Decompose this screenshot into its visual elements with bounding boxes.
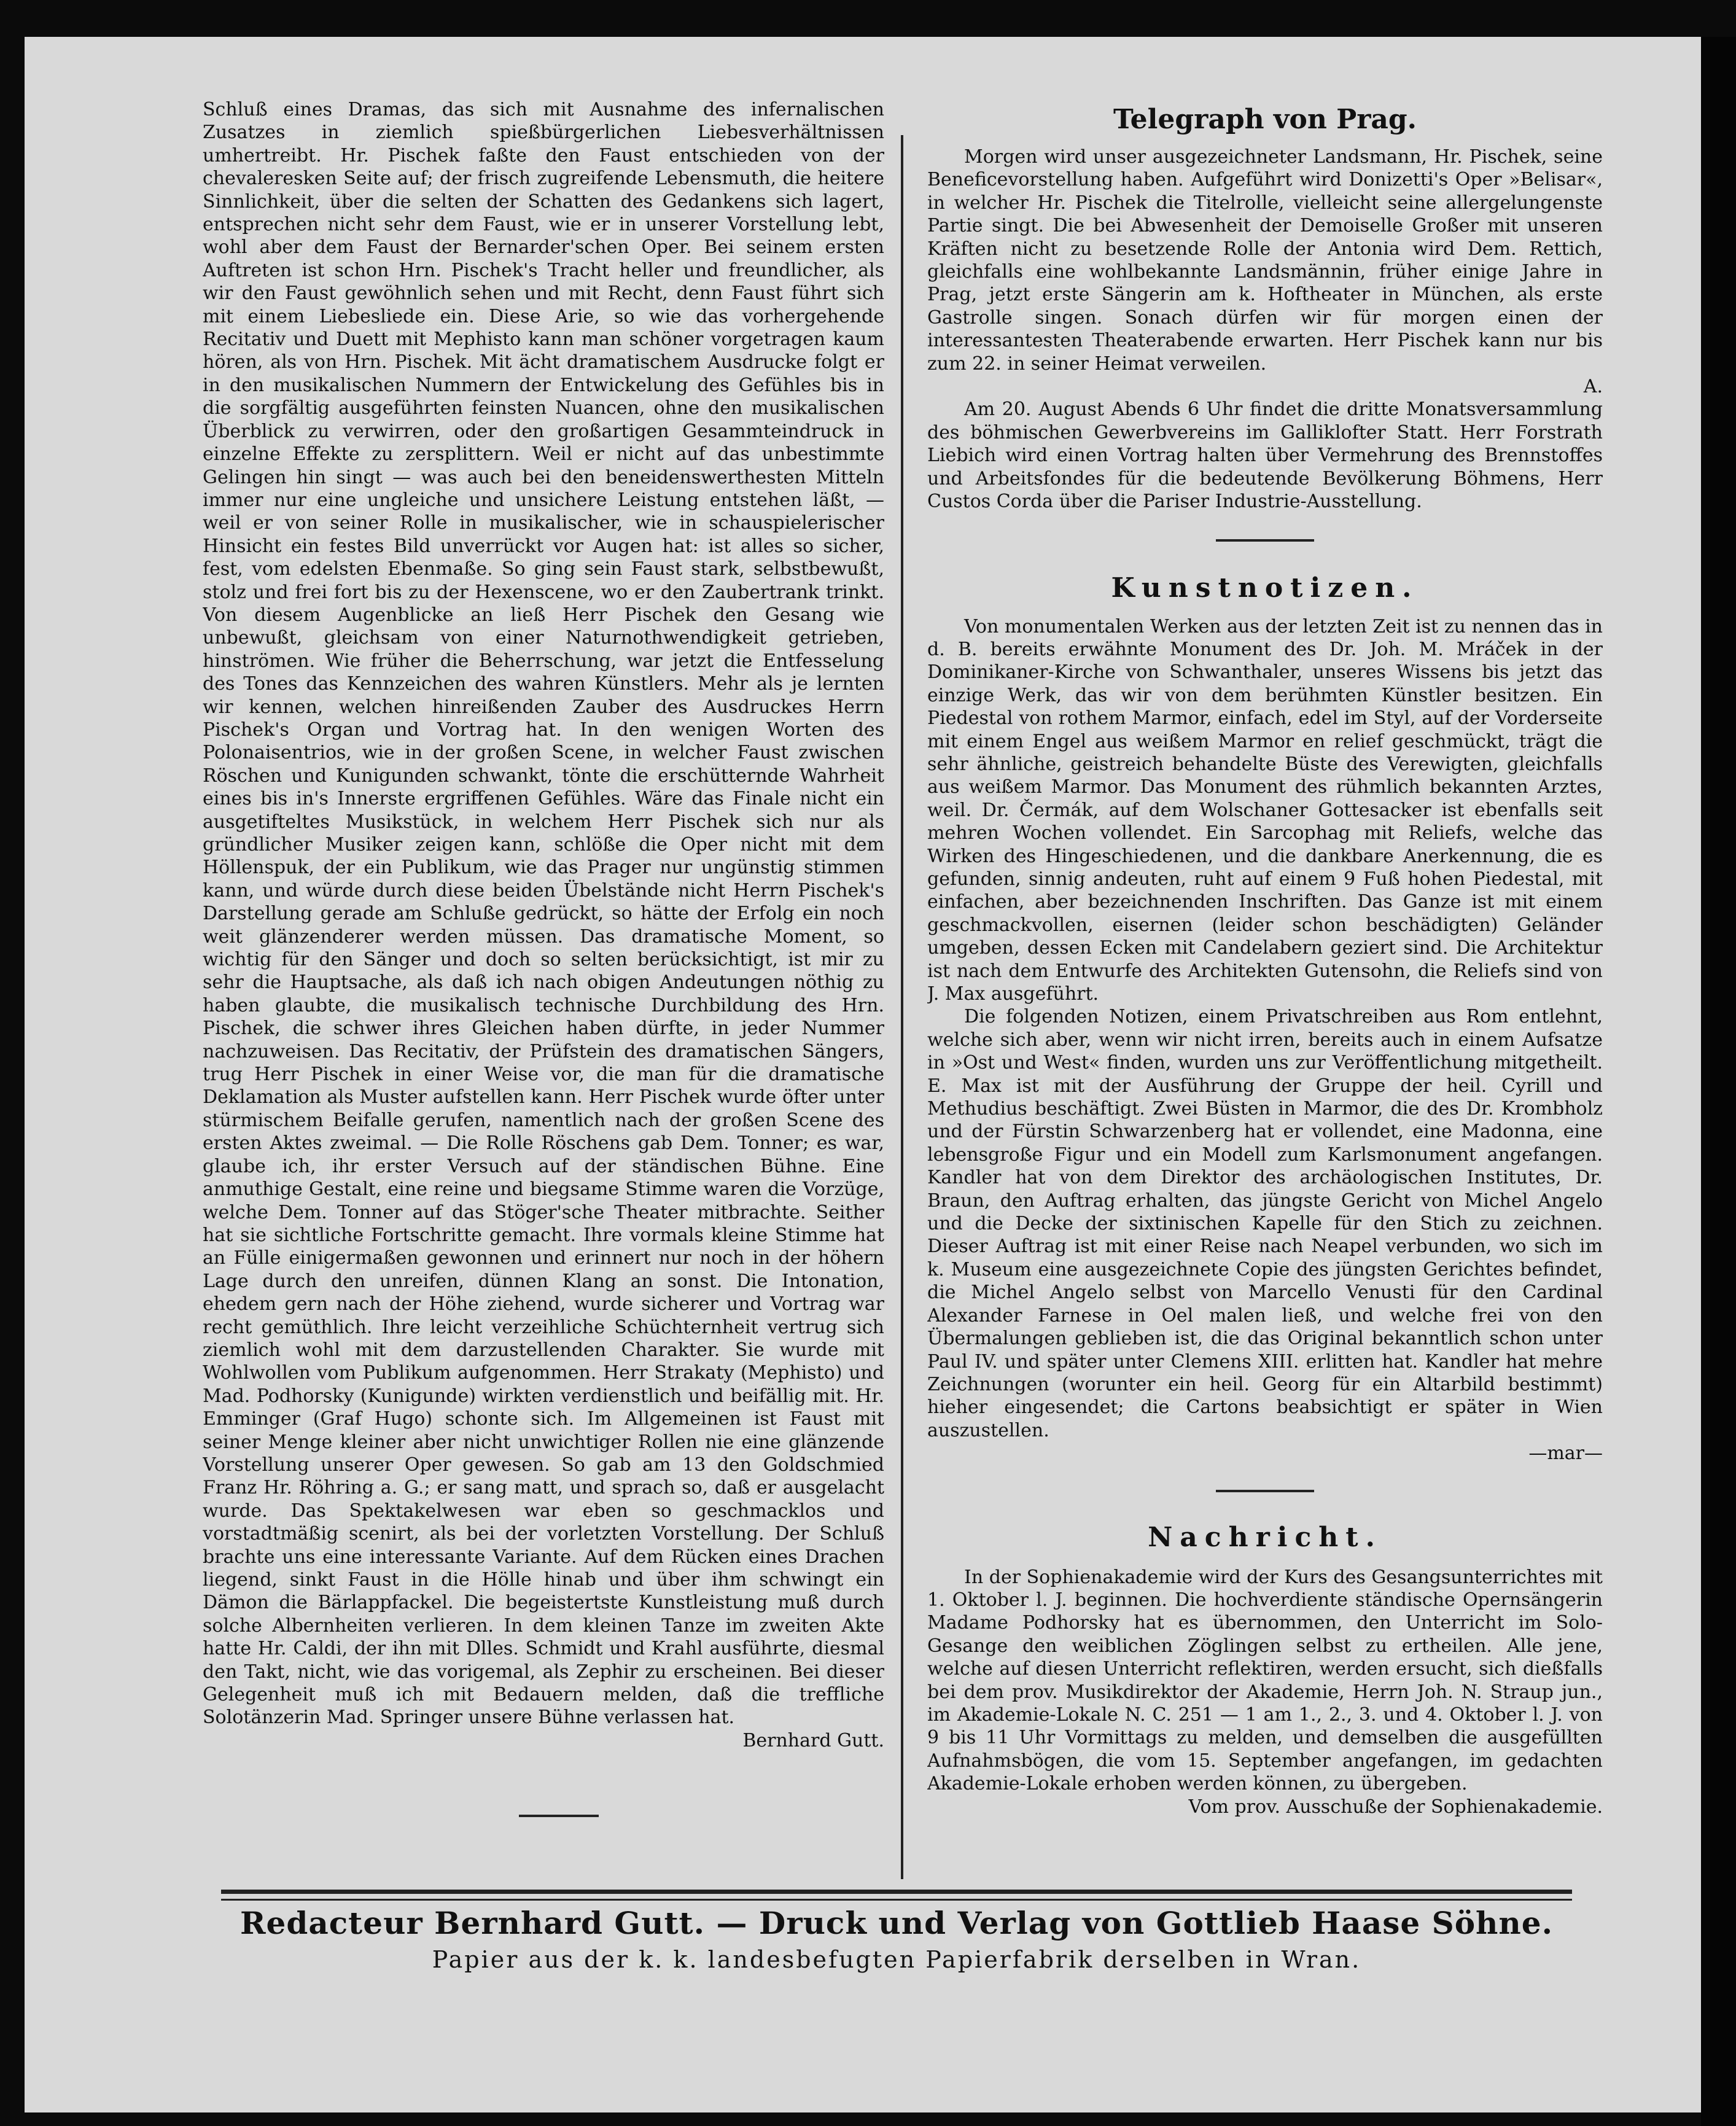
section-paragraph: Von monumentalen Werken aus der letzten Zeit ist zu nennen das in d. B. bereits erwähnte Monument des Dr. Joh. M. Mráček in der Dominikaner-Kirche von Schwanthaler, unseres Wissens bis jetzt das einzige Werk, das wir von dem berühmten Künstler besitzen. Ein Piedestal von rothem Marmor, einfach, edel im Styl, auf der Vorderseite mit einem Engel aus weißem Marmor en relief geschmückt, trägt die sehr ähnliche, geistreich behandelte Büste des Verewigten, gleichfalls aus weißem Marmor. Das Monument des rühmlich bekannten Arztes, weil. Dr. Čermák, auf dem Wolschaner Gottesacker ist ebenfalls seit mehren Wochen vollendet. Ein Sarcophag mit Reliefs, welche das Wirken des Hingeschiedenen, und die dankbare Anerkennung, die es gefunden, sinnig andeuten, ruht auf einem 9 Fuß hohen Piedestal, mit einfachen, aber bezeichnenden Inschriften. Das Ganze ist mit einem geschmackvollen, eisernen (leider schon beschädigten) Geländer umgeben, dessen Ecken mit Candelabern geziert sind. Die Architektur ist nach dem Entwurfe des Architekten Gutensohn, die Reliefs sind von J. Max ausgeführt.	[927, 615, 1603, 1005]
section-paragraph: Die folgenden Notizen, einem Privatschreiben aus Rom entlehnt, welche sich aber, wenn wir nicht irren, bereits auch in einem Aufsatze in »Ost und West« finden, wurden uns zur Veröffentlichung mitgetheilt. E. Max ist mit der Ausführung der Gruppe der heil. Cyrill und Methudius beschäftigt. Zwei Büsten in Marmor, die des Dr. Krombholz und der Fürstin Schwarzenberg hat er vollendet, eine Madonna, eine lebensgroße Figur und ein Modell zum Karlsmonument angefangen. Kandler hat von dem Direktor des archäologischen Institutes, Dr. Braun, den Auftrag erhalten, das jüngste Gericht von Michel Angelo und die Decke der sixtinischen Kapelle für den Stich zu zeichnen. Dieser Auftrag ist mit einer Reise nach Neapel verbunden, wo sich im k. Museum eine ausgezeichnete Copie des jüngsten Gerichtes befindet, die Michel Angelo selbst von Marcello Venusti für den Cardinal Alexander Farnese in Oel malen ließ, und welche frei von den Übermalungen geblieben ist, die das Original bekanntlich schon unter Paul IV. und später unter Clemens XIII. erlitten hat. Kandler hat mehre Zeichnungen (worunter ein heil. Georg für ein Altarbild bestimmt) hieher eingesendet; die Cartons beabsichtigt er später in Wien auszustellen.	[927, 1006, 1603, 1441]
left-column-end-rule	[519, 1815, 599, 1817]
left-signature: Bernhard Gutt.	[742, 1729, 884, 1751]
section-heading: Kunstnotizen.	[1111, 572, 1419, 604]
imprint-footer	[221, 1904, 1572, 1990]
scan-border	[1701, 37, 1736, 2126]
column-divider	[901, 135, 903, 1879]
section-signature: —mar—	[1528, 1443, 1603, 1465]
right-column	[927, 101, 1603, 1858]
section-nachricht	[927, 1519, 1603, 1818]
footer-rule-thick	[221, 1890, 1572, 1894]
footer-rule-thin	[221, 1899, 1572, 1901]
section-paragraph: Morgen wird unser ausgezeichneter Landsmann, Hr. Pischek, seine Beneficevorstellung haben. Aufgeführt wird Donizetti's Oper »Belisar«, in welcher Hr. Pischek die Titelrolle, vielleicht seine allergelungenste Partie singt. Die bei Abwesenheit der Demoiselle Großer mit unseren Kräften nicht zu besetzende Rolle der Antonia wird Dem. Rettich, gleichfalls eine wohlbekannte Landsmännin, früher einige Jahre in Prag, jetzt erste Sängerin am k. Hoftheater in München, als erste Gastrolle singen. Sonach dürfen wir für morgen einen der interessantesten Theaterabende erwarten. Herr Pischek kann nur bis zum 22. in seiner Heimat verweilen.	[927, 146, 1603, 375]
section-signature: Vom prov. Ausschuße der Sophienakademie.	[1188, 1796, 1603, 1818]
left-column	[203, 98, 884, 1824]
section-signature: A.	[1583, 376, 1603, 398]
section-divider-rule	[1216, 1490, 1314, 1492]
section-divider-rule	[1216, 539, 1314, 542]
section-paragraph: In der Sophienakademie wird der Kurs des Gesangsunterrichtes mit 1. Oktober l. J. beginnen. Die hochverdiente ständische Opernsängerin Madame Podhorsky hat es übernommen, den Unterricht im Solo-Gesange den weiblichen Zöglingen selbst zu ertheilen. Alle jene, welche auf diesen Unterricht reflektiren, werden ersucht, sich dießfalls bei dem prov. Musikdirektor der Akademie, Herrn Joh. N. Straup jun., im Akademie-Lokale N. C. 251 — 1 am 1., 2., 3. und 4. Oktober l. J. von 9 bis 11 Uhr Vormittags zu melden, und demselben die ausgefüllten Aufnahmsbögen, die vom 15. September angefangen, im gedachten Akademie-Lokale erhoben werden können, zu übergeben.	[927, 1566, 1603, 1795]
left-paragraph: Schluß eines Dramas, das sich mit Ausnahme des infernalischen Zusatzes in ziemlich spießbürgerlichen Liebesverhältnissen umhertreibt. Hr. Pischek faßte den Faust entschieden von der chevaleresken Seite auf; der frisch zugreifende Lebensmuth, die heitere Sinnlichkeit, über die selten der Schatten des Gedankens sich lagert, entsprechen nicht sehr dem Faust, wie er in unserer Vorstellung lebt, wohl aber dem Faust der Bernarder'schen Oper. Bei seinem ersten Auftreten ist schon Hrn. Pischek's Tracht heller und freundlicher, als wir den Faust gewöhnlich sehen und mit Recht, denn Faust führt sich mit einem Liebesliede ein. Diese Arie, so wie das vorhergehende Recitativ und Duett mit Mephisto kann man schöner vorgetragen kaum hören, als von Hrn. Pischek. Mit ächt dramatischem Ausdrucke folgt er in den musikalischen Nummern der Entwickelung des Gefühles bis in die sorgfältig ausgeführten feinsten Nuancen, ohne den musikalischen Überblick zu verwirren, oder den großartigen Gesammteindruck in einzelne Effekte zu zersplittern. Weil er nicht auf das unbestimmte Gelingen hin singt — was auch bei den beneidenswerthesten Mitteln immer nur eine ungleiche und unsichere Leistung entstehen läßt, — weil er von seiner Rolle in musikalischer, wie in schauspielerischer Hinsicht ein festes Bild unverrückt vor Augen hat: ist alles so sicher, fest, vom edelsten Ebenmaße. So ging sein Faust stark, selbstbewußt, stolz und frei fort bis zu der Hexenscene, wo er den Zaubertrank trinkt. Von diesem Augenblicke an ließ Herr Pischek den Gesang wie unbewußt, gleichsam von einer Naturnothwendigkeit getrieben, hinströmen. Wie früher die Beherrschung, war jetzt die Entfesselung des Tones das Kennzeichen des wahren Künstlers. Mehr als je lernten wir kennen, welchen hinreißenden Zauber des Ausdruckes Herrn Pischek's Organ und Vortrag hat. In den wenigen Worten des Polonaisentrios, wie in der großen Scene, in welcher Faust zwischen Röschen und Kunigunden schwankt, tönte die erschütternde Wahrheit eines bis in's Innerste ergriffenen Gefühles. Wäre das Finale nicht ein ausgetifteltes Musikstück, in welchem Herr Pischek sich nur als gründlicher Musiker zeigen kann, schlöße die Oper nicht mit dem Höllenspuk, der ein Publikum, wie das Prager nur ungünstig stimmen kann, und würde durch diese beiden Übelstände nicht Herrn Pischek's Darstellung gerade am Schluße gedrückt, so hätte der Erfolg ein noch weit glänzenderer werden müssen. Das dramatische Moment, so wichtig für den Sänger und doch so selten berücksichtigt, ist mir zu sehr die Hauptsache, als daß ich nach obigen Andeutungen nöthig zu haben glaubte, die musikalisch technische Durchbildung des Hrn. Pischek, die schwer ihres Gleichen haben dürfte, in jeder Nummer nachzuweisen. Das Recitativ, der Prüfstein des dramatischen Sängers, trug Herr Pischek in einer Weise vor, die man für die dramatische Deklamation als Muster aufstellen kann. Herr Pischek wurde öfter unter stürmischem Beifalle gerufen, namentlich nach der großen Scene des ersten Aktes zweimal. — Die Rolle Röschens gab Dem. Tonner; es war, glaube ich, ihr erster Versuch auf der ständischen Bühne. Eine anmuthige Gestalt, eine reine und biegsame Stimme waren die Vorzüge, welche Dem. Tonner auf das Stöger'sche Theater mitbrachte. Seither hat sie sichtliche Fortschritte gemacht. Ihre vormals kleine Stimme hat an Fülle einigermaßen gewonnen und erinnert nur noch in der höhern Lage durch den unreifen, dünnen Klang an sonst. Die Intonation, ehedem gern nach der Höhe ziehend, wurde sicherer und Vortrag war recht gemüthlich. Ihre leicht verzeihliche Schüchternheit vertrug sich ziemlich wohl mit dem darzustellenden Charakter. Sie wurde mit Wohlwollen vom Publikum aufgenommen. Herr Strakaty (Mephisto) und Mad. Podhorsky (Kunigunde) wirkten verdienstlich und beifällig mit. Hr. Emminger (Graf Hugo) schonte sich. Im Allgemeinen ist Faust mit seiner Menge kleiner aber nicht unwichtiger Rollen nie eine glänzende Vorstellung unserer Oper gewesen. So gab am 13 den Goldschmied Franz Hr. Röhring a. G.; er sang matt, und sprach so, daß er ausgelacht wurde. Das Spektakelwesen war eben so geschmacklos und vorstadtmäßig scenirt, als bei der vorletzten Vorstellung. Der Schluß brachte uns eine interessante Variante. Auf dem Rücken eines Drachen liegend, sinkt Faust in die Hölle hinab und über ihm schwingt ein Dämon die Bärlappfackel. Die begeistertste Kunstleistung muß durch solche Albernheiten verlieren. In dem kleinen Tanze im zweiten Akte hatte Hr. Caldi, der ihn mit Dlles. Schmidt und Krahl ausführte, diesmal den Takt, nicht, wie das vorigemal, als Zephir zu erscheinen. Bei dieser Gelegenheit muß ich mit Bedauern melden, daß die treffliche Solotänzerin Mad. Springer unsere Bühne verlassen hat.	[203, 99, 884, 1729]
imprint-line-editor: Redacteur Bernhard Gutt. — Druck und Verlag von Gottlieb Haase Söhne.	[240, 1905, 1553, 1941]
section-telegraph	[927, 101, 1603, 513]
section-heading: Telegraph von Prag.	[1113, 104, 1417, 135]
section-heading: Nachricht.	[1148, 1521, 1382, 1553]
section-paragraph: Am 20. August Abends 6 Uhr findet die dritte Monatsversammlung des böhmischen Gewerbvereins im Galliklofter Statt. Herr Forstrath Liebich wird einen Vortrag halten über Vermehrung des Brennstoffes und Arbeitsfondes für die bedeutende Bevölkerung Böhmens, Herr Custos Corda über die Pariser Industrie-Ausstellung.	[927, 399, 1603, 513]
imprint-line-paper: Papier aus der k. k. landesbefugten Papierfabrik derselben in Wran.	[432, 1946, 1361, 1973]
section-kunstnotizen	[927, 570, 1603, 1465]
